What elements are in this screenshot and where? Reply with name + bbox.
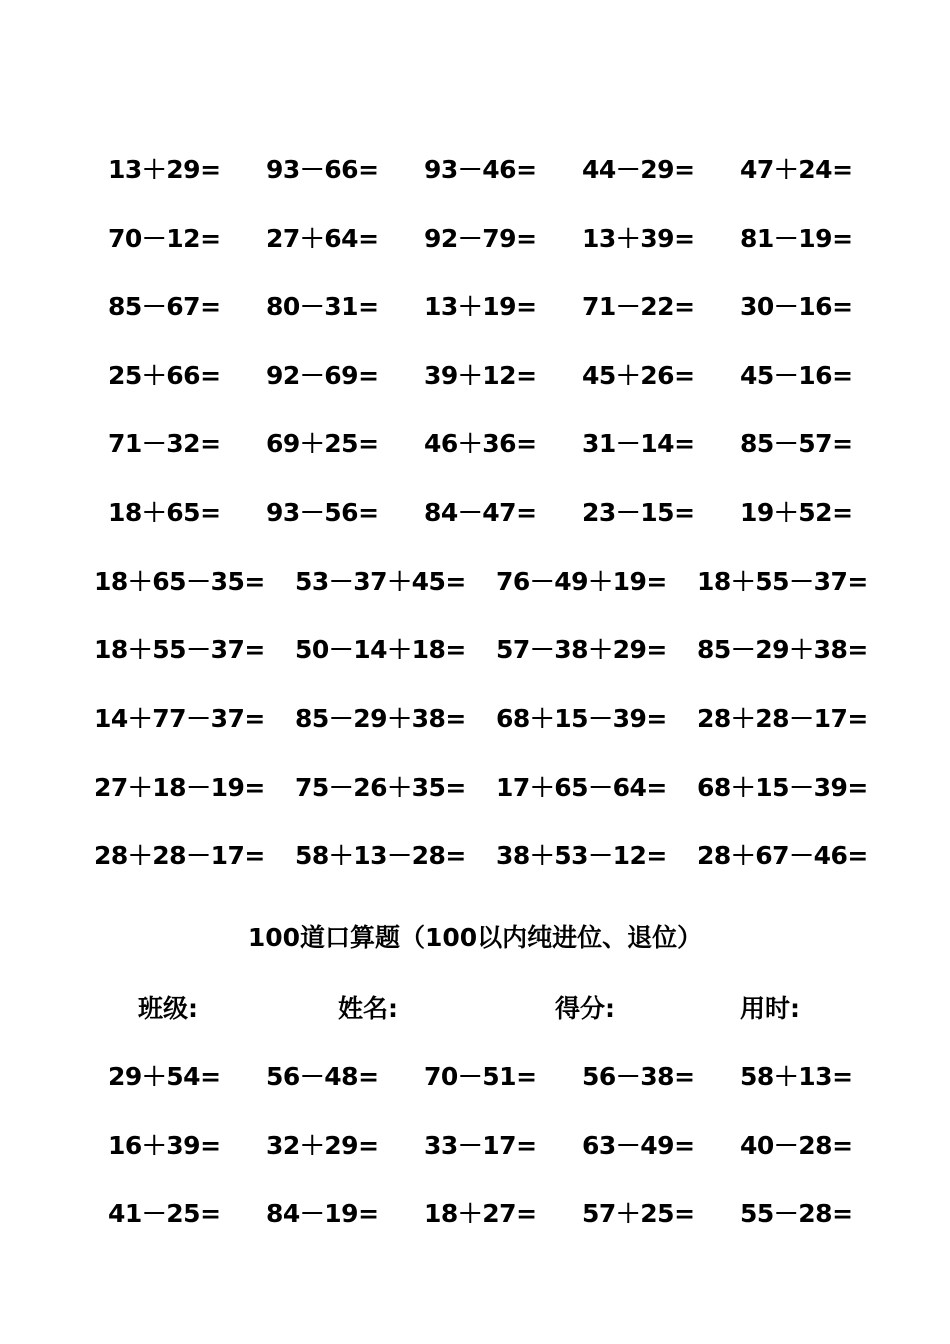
math-problem: 53－37＋45= bbox=[295, 567, 466, 596]
name-label: 姓名: bbox=[338, 994, 398, 1023]
problem-row bbox=[0, 630, 950, 670]
problem-row bbox=[0, 356, 950, 396]
math-problem: 56－48= bbox=[266, 1062, 379, 1091]
math-problem: 85－67= bbox=[108, 292, 221, 321]
math-problem: 29＋54= bbox=[108, 1062, 221, 1091]
math-problem: 70－12= bbox=[108, 224, 221, 253]
math-problem: 14＋77－37= bbox=[94, 704, 265, 733]
math-problem: 85－57= bbox=[740, 429, 853, 458]
math-problem: 92－69= bbox=[266, 361, 379, 390]
math-problem: 45＋26= bbox=[582, 361, 695, 390]
math-problem: 93－46= bbox=[424, 155, 537, 184]
problem-row bbox=[0, 1126, 950, 1166]
math-problem: 39＋12= bbox=[424, 361, 537, 390]
math-problem: 46＋36= bbox=[424, 429, 537, 458]
math-problem: 93－56= bbox=[266, 498, 379, 527]
time-label: 用时: bbox=[740, 994, 800, 1023]
math-problem: 93－66= bbox=[266, 155, 379, 184]
math-problem: 28＋67－46= bbox=[697, 841, 868, 870]
math-problem: 31－14= bbox=[582, 429, 695, 458]
problem-row bbox=[0, 150, 950, 190]
problem-row bbox=[0, 1194, 950, 1234]
math-problem: 45－16= bbox=[740, 361, 853, 390]
math-problem: 56－38= bbox=[582, 1062, 695, 1091]
math-problem: 76－49＋19= bbox=[496, 567, 667, 596]
math-problem: 25＋66= bbox=[108, 361, 221, 390]
math-problem: 18＋55－37= bbox=[94, 635, 265, 664]
math-problem: 41－25= bbox=[108, 1199, 221, 1228]
math-problem: 85－29＋38= bbox=[295, 704, 466, 733]
math-problem: 28＋28－17= bbox=[94, 841, 265, 870]
math-problem: 38＋53－12= bbox=[496, 841, 667, 870]
math-problem: 33－17= bbox=[424, 1131, 537, 1160]
math-problem: 69＋25= bbox=[266, 429, 379, 458]
math-problem: 18＋65= bbox=[108, 498, 221, 527]
math-problem: 19＋52= bbox=[740, 498, 853, 527]
math-problem: 68＋15－39= bbox=[496, 704, 667, 733]
math-problem: 47＋24= bbox=[740, 155, 853, 184]
math-problem: 44－29= bbox=[582, 155, 695, 184]
math-problem: 18＋27= bbox=[424, 1199, 537, 1228]
math-problem: 68＋15－39= bbox=[697, 773, 868, 802]
math-problem: 16＋39= bbox=[108, 1131, 221, 1160]
math-problem: 50－14＋18= bbox=[295, 635, 466, 664]
math-problem: 17＋65－64= bbox=[496, 773, 667, 802]
problem-row bbox=[0, 424, 950, 464]
math-problem: 18＋65－35= bbox=[94, 567, 265, 596]
math-problem: 27＋18－19= bbox=[94, 773, 265, 802]
math-problem: 80－31= bbox=[266, 292, 379, 321]
math-problem: 75－26＋35= bbox=[295, 773, 466, 802]
student-info-header bbox=[0, 989, 950, 1029]
math-problem: 30－16= bbox=[740, 292, 853, 321]
math-problem: 13＋29= bbox=[108, 155, 221, 184]
math-problem: 84－47= bbox=[424, 498, 537, 527]
math-problem: 18＋55－37= bbox=[697, 567, 868, 596]
math-problem: 13＋39= bbox=[582, 224, 695, 253]
problem-row bbox=[0, 562, 950, 602]
problem-row bbox=[0, 836, 950, 876]
math-problem: 13＋19= bbox=[424, 292, 537, 321]
math-problem: 27＋64= bbox=[266, 224, 379, 253]
math-problem: 71－22= bbox=[582, 292, 695, 321]
math-problem: 32＋29= bbox=[266, 1131, 379, 1160]
problem-row bbox=[0, 287, 950, 327]
worksheet-title: 100道口算题（100以内纯进位、退位） bbox=[247, 923, 703, 952]
problem-row bbox=[0, 493, 950, 533]
math-problem: 55－28= bbox=[740, 1199, 853, 1228]
math-problem: 58＋13－28= bbox=[295, 841, 466, 870]
math-problem: 40－28= bbox=[740, 1131, 853, 1160]
math-problem: 63－49= bbox=[582, 1131, 695, 1160]
math-problem: 70－51= bbox=[424, 1062, 537, 1091]
problem-row bbox=[0, 1057, 950, 1097]
math-problem: 28＋28－17= bbox=[697, 704, 868, 733]
class-label: 班级: bbox=[138, 994, 198, 1023]
math-problem: 23－15= bbox=[582, 498, 695, 527]
math-problem: 71－32= bbox=[108, 429, 221, 458]
problem-row bbox=[0, 699, 950, 739]
math-problem: 57－38＋29= bbox=[496, 635, 667, 664]
math-problem: 85－29＋38= bbox=[697, 635, 868, 664]
math-problem: 84－19= bbox=[266, 1199, 379, 1228]
math-problem: 58＋13= bbox=[740, 1062, 853, 1091]
math-problem: 92－79= bbox=[424, 224, 537, 253]
math-problem: 57＋25= bbox=[582, 1199, 695, 1228]
score-label: 得分: bbox=[555, 994, 615, 1023]
problem-row bbox=[0, 768, 950, 808]
problem-row bbox=[0, 219, 950, 259]
math-problem: 81－19= bbox=[740, 224, 853, 253]
